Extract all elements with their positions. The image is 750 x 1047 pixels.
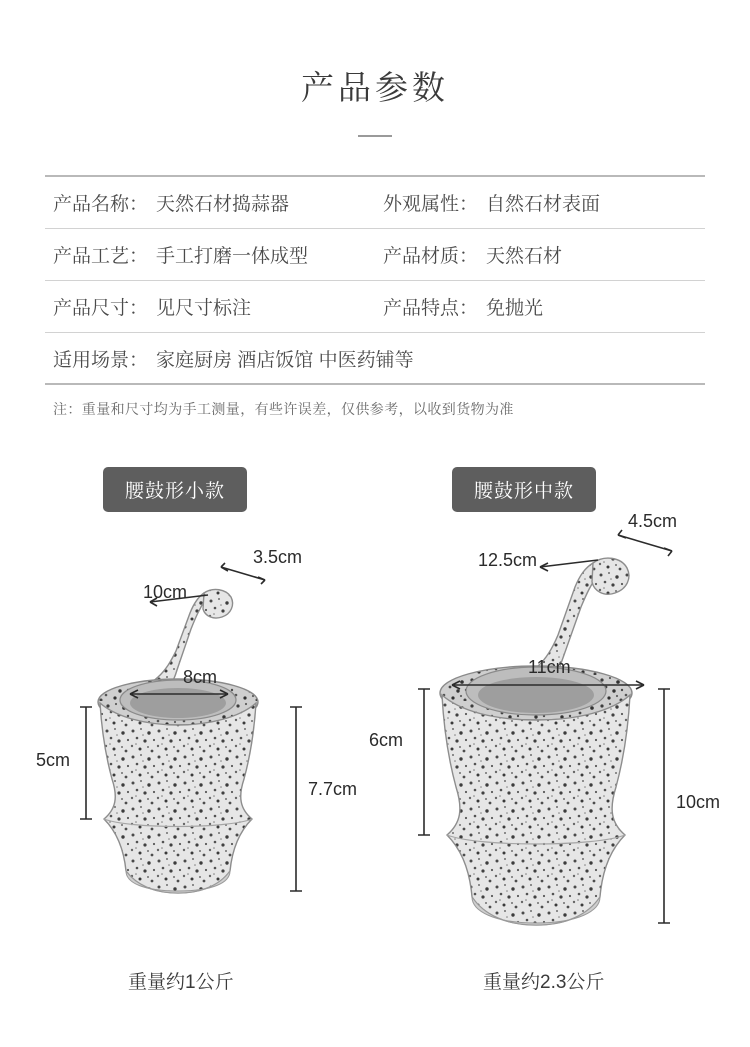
dim-small-inner-diameter: 8cm	[183, 667, 218, 687]
spec-value: 自然石材表面	[486, 194, 601, 215]
spec-cell-material	[375, 241, 705, 268]
spec-cell-feature	[375, 293, 705, 320]
table-row	[45, 333, 705, 385]
dim-medium-total-height: 10cm	[676, 792, 721, 812]
spec-cell-size	[45, 293, 375, 320]
spec-label: 适用场景：	[53, 349, 149, 371]
table-row	[45, 177, 705, 229]
dim-medium-pestle-length: 12.5cm	[478, 550, 538, 570]
footer-spacer	[0, 1027, 750, 1047]
badge-medium-model: 腰鼓形中款	[452, 467, 596, 512]
spec-label: 产品名称：	[53, 194, 149, 215]
product-figures	[0, 467, 750, 1027]
measurement-note: 注：重量和尺寸均为手工测量，有些许误差，仅供参考，以收到货物为准	[53, 401, 514, 417]
page-title: 产品参数	[301, 69, 449, 106]
medium-mortar	[440, 666, 632, 925]
table-row	[45, 229, 705, 281]
spec-label: 产品特点：	[383, 298, 479, 319]
dim-small-pestle-head: 3.5cm	[253, 547, 303, 567]
weight-medium-model: 重量约2.3公斤	[483, 972, 605, 993]
spec-cell-product-name	[45, 189, 375, 216]
dim-small-pestle-length: 10cm	[143, 582, 188, 602]
badge-small-model: 腰鼓形小款	[103, 467, 247, 512]
spec-label: 产品材质：	[383, 246, 479, 267]
weight-small-model: 重量约1公斤	[128, 972, 234, 993]
dim-medium-pestle-head: 4.5cm	[628, 511, 678, 531]
title-divider	[358, 135, 392, 137]
dim-medium-inner-diameter: 11cm	[528, 657, 571, 677]
spec-cell-appearance	[375, 189, 705, 216]
spec-value: 手工打磨一体成型	[156, 246, 309, 267]
dim-small-total-height: 7.7cm	[308, 779, 358, 799]
small-mortar	[98, 679, 258, 893]
dim-small-inner-height: 5cm	[36, 750, 71, 770]
spec-value: 免抛光	[486, 298, 544, 319]
spec-value: 见尺寸标注	[156, 298, 252, 319]
spec-label: 外观属性：	[383, 194, 479, 215]
spec-table	[45, 175, 705, 385]
spec-value: 家庭厨房 酒店饭馆 中医药铺等	[156, 349, 414, 371]
table-row	[45, 281, 705, 333]
spec-value: 天然石材捣蒜器	[156, 194, 290, 215]
spec-label: 产品工艺：	[53, 246, 149, 267]
spec-label: 产品尺寸：	[53, 298, 149, 319]
dim-medium-inner-height: 6cm	[369, 730, 404, 750]
spec-value: 天然石材	[486, 246, 563, 267]
spec-cell-scenarios	[45, 345, 705, 372]
spec-cell-craft	[45, 241, 375, 268]
